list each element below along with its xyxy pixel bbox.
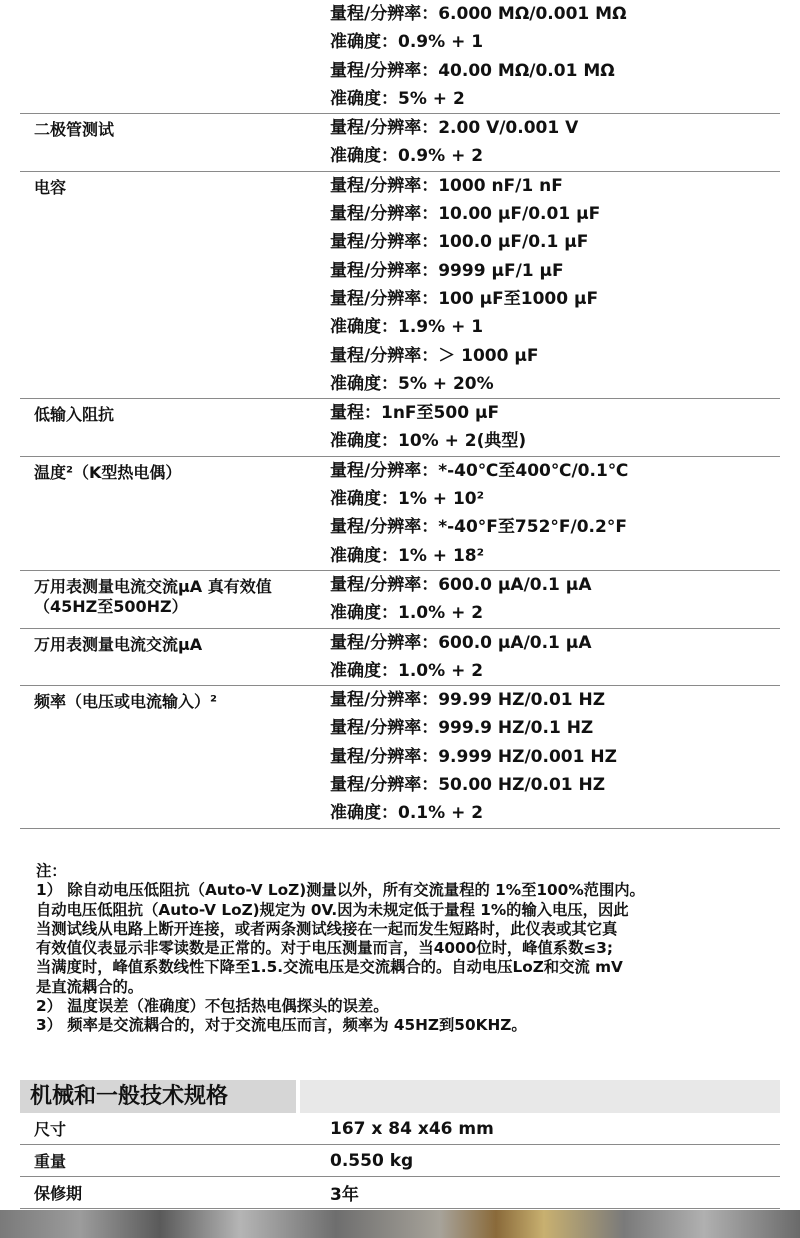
spec-group-values <box>330 629 780 686</box>
notes-section <box>36 862 776 1036</box>
spec-group <box>20 399 780 457</box>
spec-value-line: 量程/分辨率：40.00 MΩ/0.01 MΩ <box>330 60 615 81</box>
spec-value-line: 准确度：1.0% + 2 <box>330 603 484 624</box>
note-line: 1） 除自动电压低阻抗（Auto-V LoZ)测量以外，所有交流量程的 1%至100%范围内。 <box>36 881 645 900</box>
spec-value-line: 准确度：1% + 10² <box>330 489 485 510</box>
note-line: 自动电压低阻抗（Auto-V LoZ)规定为 0V.因为未规定低于量程 1%的输入电压，因此 <box>36 900 629 919</box>
spec-value-line: 量程/分辨率：6.000 MΩ/0.001 MΩ <box>330 4 627 24</box>
spec-value-line: 量程/分辨率：9.999 HZ/0.001 HZ <box>330 746 617 767</box>
spec-value-line: 准确度：1.9% + 1 <box>330 317 484 338</box>
note-line: 有效值仪表显示非零读数是正常的。对于电压测量而言，当4000位时，峰值系数≤3; <box>36 939 613 958</box>
spec-value-line: 量程/分辨率：50.00 HZ/0.01 HZ <box>330 775 606 796</box>
general-row-key: 保修期 <box>34 1184 83 1203</box>
spec-group-values <box>330 686 780 827</box>
spec-group-label: 万用表测量电流交流µA <box>34 634 203 654</box>
general-row-value: 3年 <box>330 1185 359 1205</box>
note-line: 3） 频率是交流耦合的，对于交流电压而言，频率为 45HZ到50KHZ。 <box>36 1016 527 1035</box>
spec-group-label: 低输入阻抗 <box>34 405 115 425</box>
spec-group-label <box>20 0 330 113</box>
spec-value-line: 量程/分辨率：100.0 µF/0.1 µF <box>330 232 589 253</box>
spec-group-label: 频率（电压或电流输入）² <box>34 692 218 712</box>
spec-group-label: 万用表测量电流交流µA 真有效值（45HZ至500HZ） <box>34 576 272 616</box>
spec-value-line: 量程/分辨率：1000 nF/1 nF <box>330 175 563 196</box>
spec-value-line: 准确度：5% + 20% <box>330 373 494 394</box>
spec-value-line: 量程/分辨率：2.00 V/0.001 V <box>330 118 579 139</box>
spec-value-line: 量程：1nF至500 µF <box>330 403 500 424</box>
spec-group-values <box>330 172 780 398</box>
spec-value-line: 准确度：10% + 2(典型) <box>330 431 527 452</box>
note-line: 是直流耦合的。 <box>36 977 144 996</box>
spec-table <box>20 0 780 829</box>
general-row-warranty <box>20 1177 780 1209</box>
spec-group <box>20 172 780 399</box>
spec-value-line: 准确度：1.0% + 2 <box>330 660 484 681</box>
spec-value-line: 量程/分辨率：9999 µF/1 µF <box>330 260 564 281</box>
spec-value-line: 量程/分辨率：100 µF至1000 µF <box>330 288 599 309</box>
spec-group-label: 温度²（K型热电偶） <box>34 462 182 482</box>
general-spec-header <box>20 1080 780 1113</box>
header-bar-fill <box>300 1080 780 1113</box>
spec-group <box>20 686 780 828</box>
spec-group <box>20 629 780 687</box>
general-row-size <box>20 1113 780 1145</box>
general-spec-title: 机械和一般技术规格 <box>20 1080 296 1113</box>
spec-value-line: 准确度：1% + 18² <box>330 545 485 566</box>
spec-group-values <box>330 114 780 171</box>
spec-value-line: 量程/分辨率：*-40°F至752°F/0.2°F <box>330 517 627 538</box>
spec-group <box>20 457 780 571</box>
spec-value-line: 量程/分辨率：600.0 µA/0.1 µA <box>330 574 592 595</box>
product-photo-strip <box>0 1210 800 1238</box>
spec-value-line: 量程/分辨率：＞ 1000 µF <box>330 345 539 366</box>
spec-group-values <box>330 0 780 113</box>
spec-value-line: 量程/分辨率：999.9 HZ/0.1 HZ <box>330 718 594 739</box>
spec-value-line: 量程/分辨率：99.99 HZ/0.01 HZ <box>330 690 606 711</box>
spec-group-values <box>330 457 780 570</box>
note-line: 2） 温度误差（准确度）不包括热电偶探头的误差。 <box>36 997 389 1016</box>
spec-value-line: 量程/分辨率：*-40℃至400℃/0.1℃ <box>330 460 629 481</box>
general-row-key: 尺寸 <box>34 1120 67 1139</box>
spec-group-values <box>330 399 780 456</box>
spec-value-line: 准确度：0.9% + 2 <box>330 146 484 167</box>
spec-group-label: 电容 <box>34 177 67 197</box>
spec-group <box>20 571 780 629</box>
spec-value-line: 准确度：0.9% + 1 <box>330 32 484 53</box>
general-row-value: 0.550 kg <box>330 1150 414 1171</box>
general-spec-table <box>20 1113 780 1209</box>
general-row-value: 167 x 84 x46 mm <box>330 1118 494 1139</box>
spec-group <box>20 114 780 172</box>
general-row-key: 重量 <box>34 1152 67 1171</box>
spec-group-values <box>330 571 780 628</box>
note-line: 当测试线从电路上断开连接，或者两条测试线接在一起而发生短路时，此仪表或其它真 <box>36 919 618 938</box>
spec-value-line: 准确度：0.1% + 2 <box>330 803 484 824</box>
spec-group-label: 二极管测试 <box>34 120 115 140</box>
notes-title: 注： <box>36 862 67 880</box>
general-row-weight <box>20 1145 780 1177</box>
spec-value-line: 量程/分辨率：10.00 µF/0.01 µF <box>330 204 601 225</box>
spec-group <box>20 0 780 114</box>
spec-value-line: 量程/分辨率：600.0 µA/0.1 µA <box>330 632 592 653</box>
note-line: 当满度时，峰值系数线性下降至1.5.交流电压是交流耦合的。自动电压LoZ和交流 mV <box>36 958 623 977</box>
spec-value-line: 准确度：5% + 2 <box>330 88 465 109</box>
